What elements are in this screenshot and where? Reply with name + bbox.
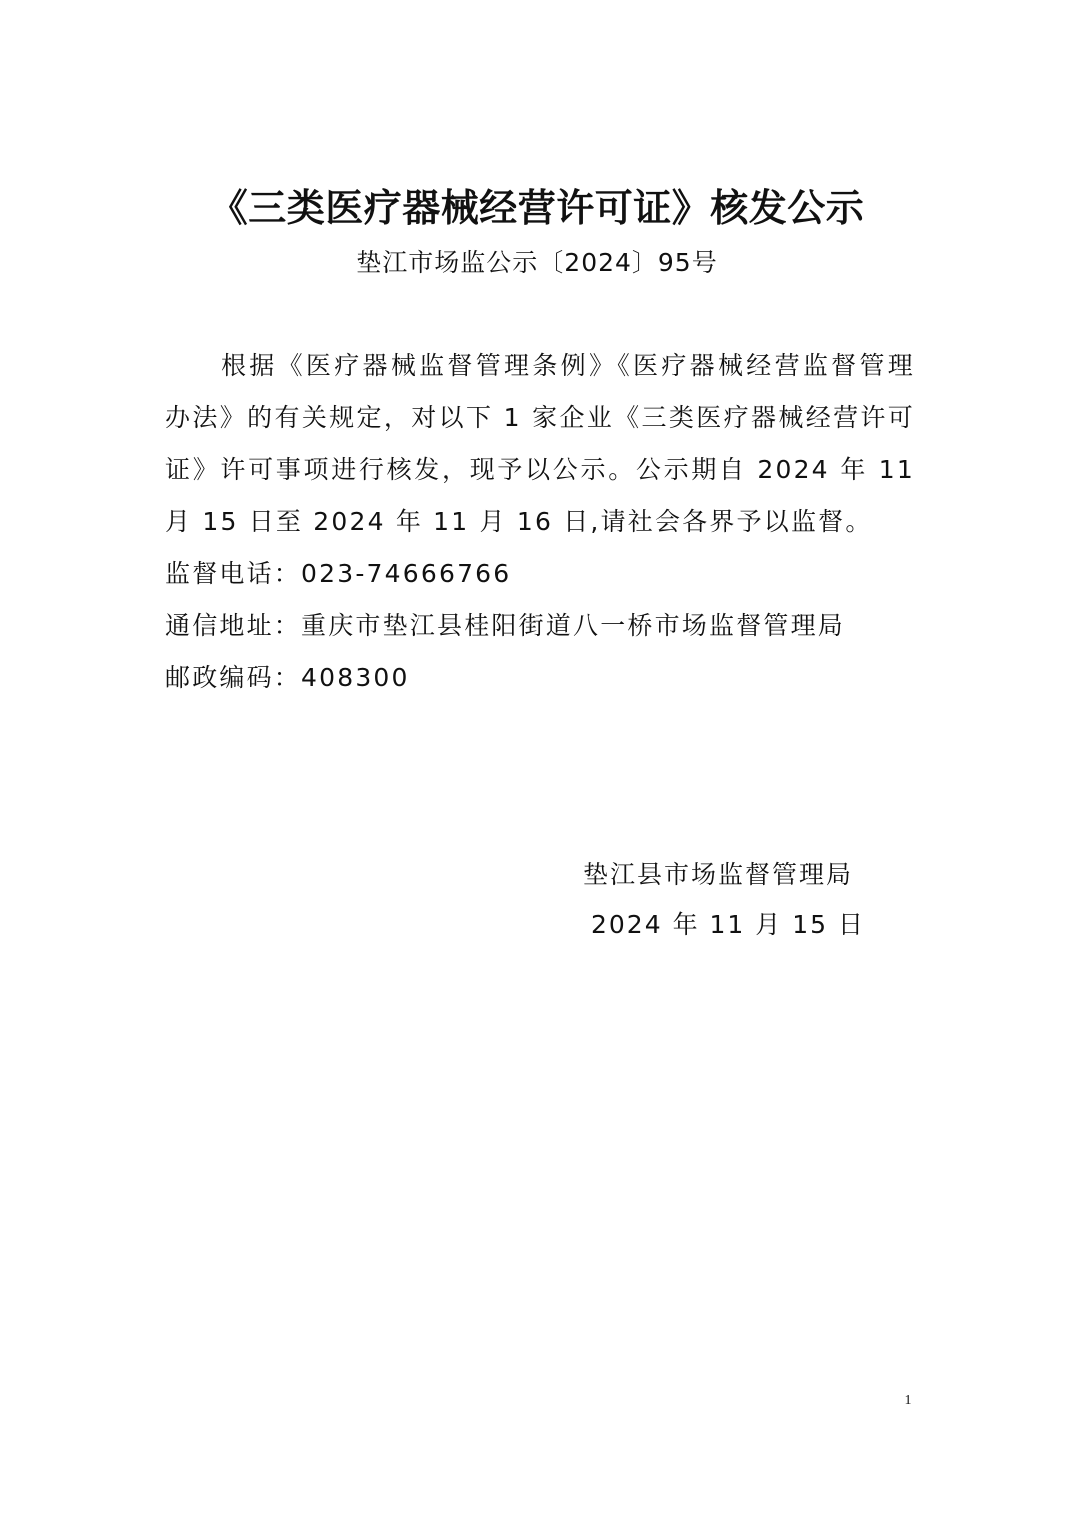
document-title: 《三类医疗器械经营许可证》核发公示 (209, 185, 865, 230)
signature-organization: 垫江县市场监督管理局 (583, 860, 854, 889)
postal-code: 邮政编码：408300 (165, 663, 410, 692)
body-paragraph: 根据《医疗器械监督管理条例》《医疗器械经营监督管理办法》的有关规定，对以下 1 家企业《三类医疗器械经营许可证》许可事项进行核发，现予以公示。公示期自 2024 年 11 月 15 日至 2024 年 11 月 16 日,请社会各界予以监督。 (165, 351, 915, 536)
mailing-address: 通信地址：重庆市垫江县桂阳街道八一桥市场监督管理局 (165, 611, 846, 640)
document-number: 垫江市场监公示〔2024〕95号 (356, 248, 718, 277)
page-number: 1 (904, 1393, 912, 1408)
document-body (165, 340, 915, 704)
supervision-phone: 监督电话：023-74666766 (165, 559, 512, 588)
signature-block (583, 850, 913, 950)
signature-date: 2024 年 11 月 15 日 (591, 910, 865, 939)
